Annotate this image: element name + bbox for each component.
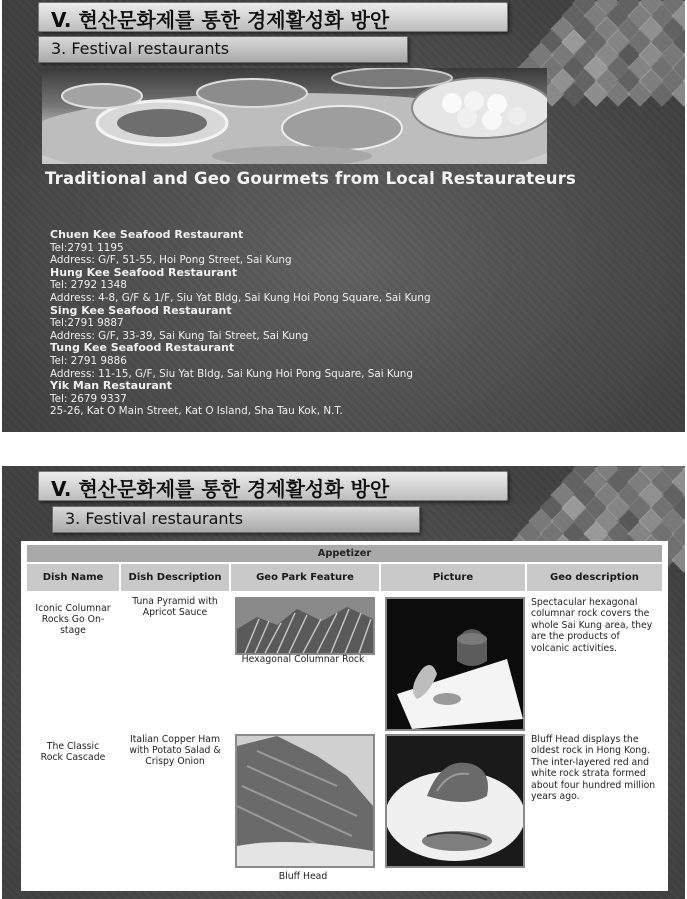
restaurant-name: Tung Kee Seafood Restaurant [50,341,235,355]
dish-photo-art [387,599,523,729]
geo-description: Spectacular hexagonal columnar rock covers the whole Sai Kung area, they are the products of volcanic activities. [531,597,653,654]
rock-photo-art [237,599,373,653]
restaurant-entry [50,342,670,380]
restaurant-list [50,229,670,418]
dish-name: Iconic Columnar Rocks Go On-stage [35,603,111,636]
food-banner-image [42,68,547,164]
ham-photo-art [387,736,523,866]
restaurant-tel: Tel: 2679 9337 [50,392,127,405]
slide-subtitle: 3. Festival restaurants [65,509,244,528]
slide-title: V. 현산문화제를 통한 경제활성화 방안 [51,477,390,501]
tuna-dish-photo [385,597,525,731]
column-header: Geo description [527,564,662,591]
restaurant-name: Hung Kee Seafood Restaurant [50,265,237,279]
restaurant-address: Address: 4-8, G/F & 1/F, Siu Yat Bldg, Sai Kung Hoi Pong Square, Sai Kung [50,291,431,304]
column-header: Picture [381,564,525,591]
slide-title-bar [38,2,508,32]
restaurant-name: Yik Man Restaurant [50,379,172,393]
restaurant-address: 25-26, Kat O Main Street, Kat O Island, Sha Tau Kok, N.T. [50,405,343,418]
restaurant-name: Chuen Kee Seafood Restaurant [50,228,244,241]
slide-subtitle-bar [38,36,408,63]
slide-title: V. 현산문화제를 통한 경제활성화 방안 [51,8,390,32]
slide-subtitle-bar [52,506,420,533]
restaurant-entry [50,380,670,418]
section-heading: Traditional and Geo Gourmets from Local Restaurateurs [45,169,577,188]
slide-title-bar [38,471,508,501]
slide-subtitle: 3. Festival restaurants [51,39,230,58]
hexagonal-rock-photo [235,597,375,655]
restaurant-tel: Tel:2791 9887 [50,317,124,330]
restaurant-entry [50,229,670,267]
column-header: Geo Park Feature [231,564,379,591]
food-banner-art [42,68,547,164]
restaurant-entry [50,305,670,343]
geo-description: Bluff Head displays the oldest rock in Hong Kong. The inter-layered red and white rock strata formed about four hundred million years ago. [531,734,656,803]
feature-caption: Bluff Head [278,871,328,882]
dish-name: The Classic Rock Cascade [40,741,106,763]
restaurant-tel: Tel: 2792 1348 [50,279,127,292]
dish-description: Tuna Pyramid with Apricot Sauce [132,596,218,618]
restaurant-entry [50,267,670,305]
dish-description: Italian Copper Ham with Potato Salad & Crispy Onion [129,734,221,767]
feature-caption: Hexagonal Columnar Rock [241,654,365,665]
slide-1 [2,0,685,432]
column-header: Dish Name [27,564,119,591]
slide-2 [2,466,685,899]
cliff-photo-art [237,736,373,866]
ham-dish-photo [385,734,525,868]
restaurant-address: Address: G/F, 51-55, Hoi Pong Street, Sai Kung [50,254,292,267]
restaurant-name: Sing Kee Seafood Restaurant [50,303,232,317]
restaurant-address: Address: G/F, 33-39, Sai Kung Tai Street, Sai Kung [50,329,309,342]
bluff-head-photo [235,734,375,868]
restaurant-address: Address: 11-15, G/F, Siu Yat Bldg, Sai Kung Hoi Pong Square, Sai Kung [50,367,413,380]
restaurant-tel: Tel: 2791 9886 [50,354,127,367]
restaurant-tel: Tel:2791 1195 [50,241,124,254]
column-header: Dish Description [121,564,229,591]
appetizer-table [21,541,668,891]
table-title: Appetizer [27,545,662,562]
